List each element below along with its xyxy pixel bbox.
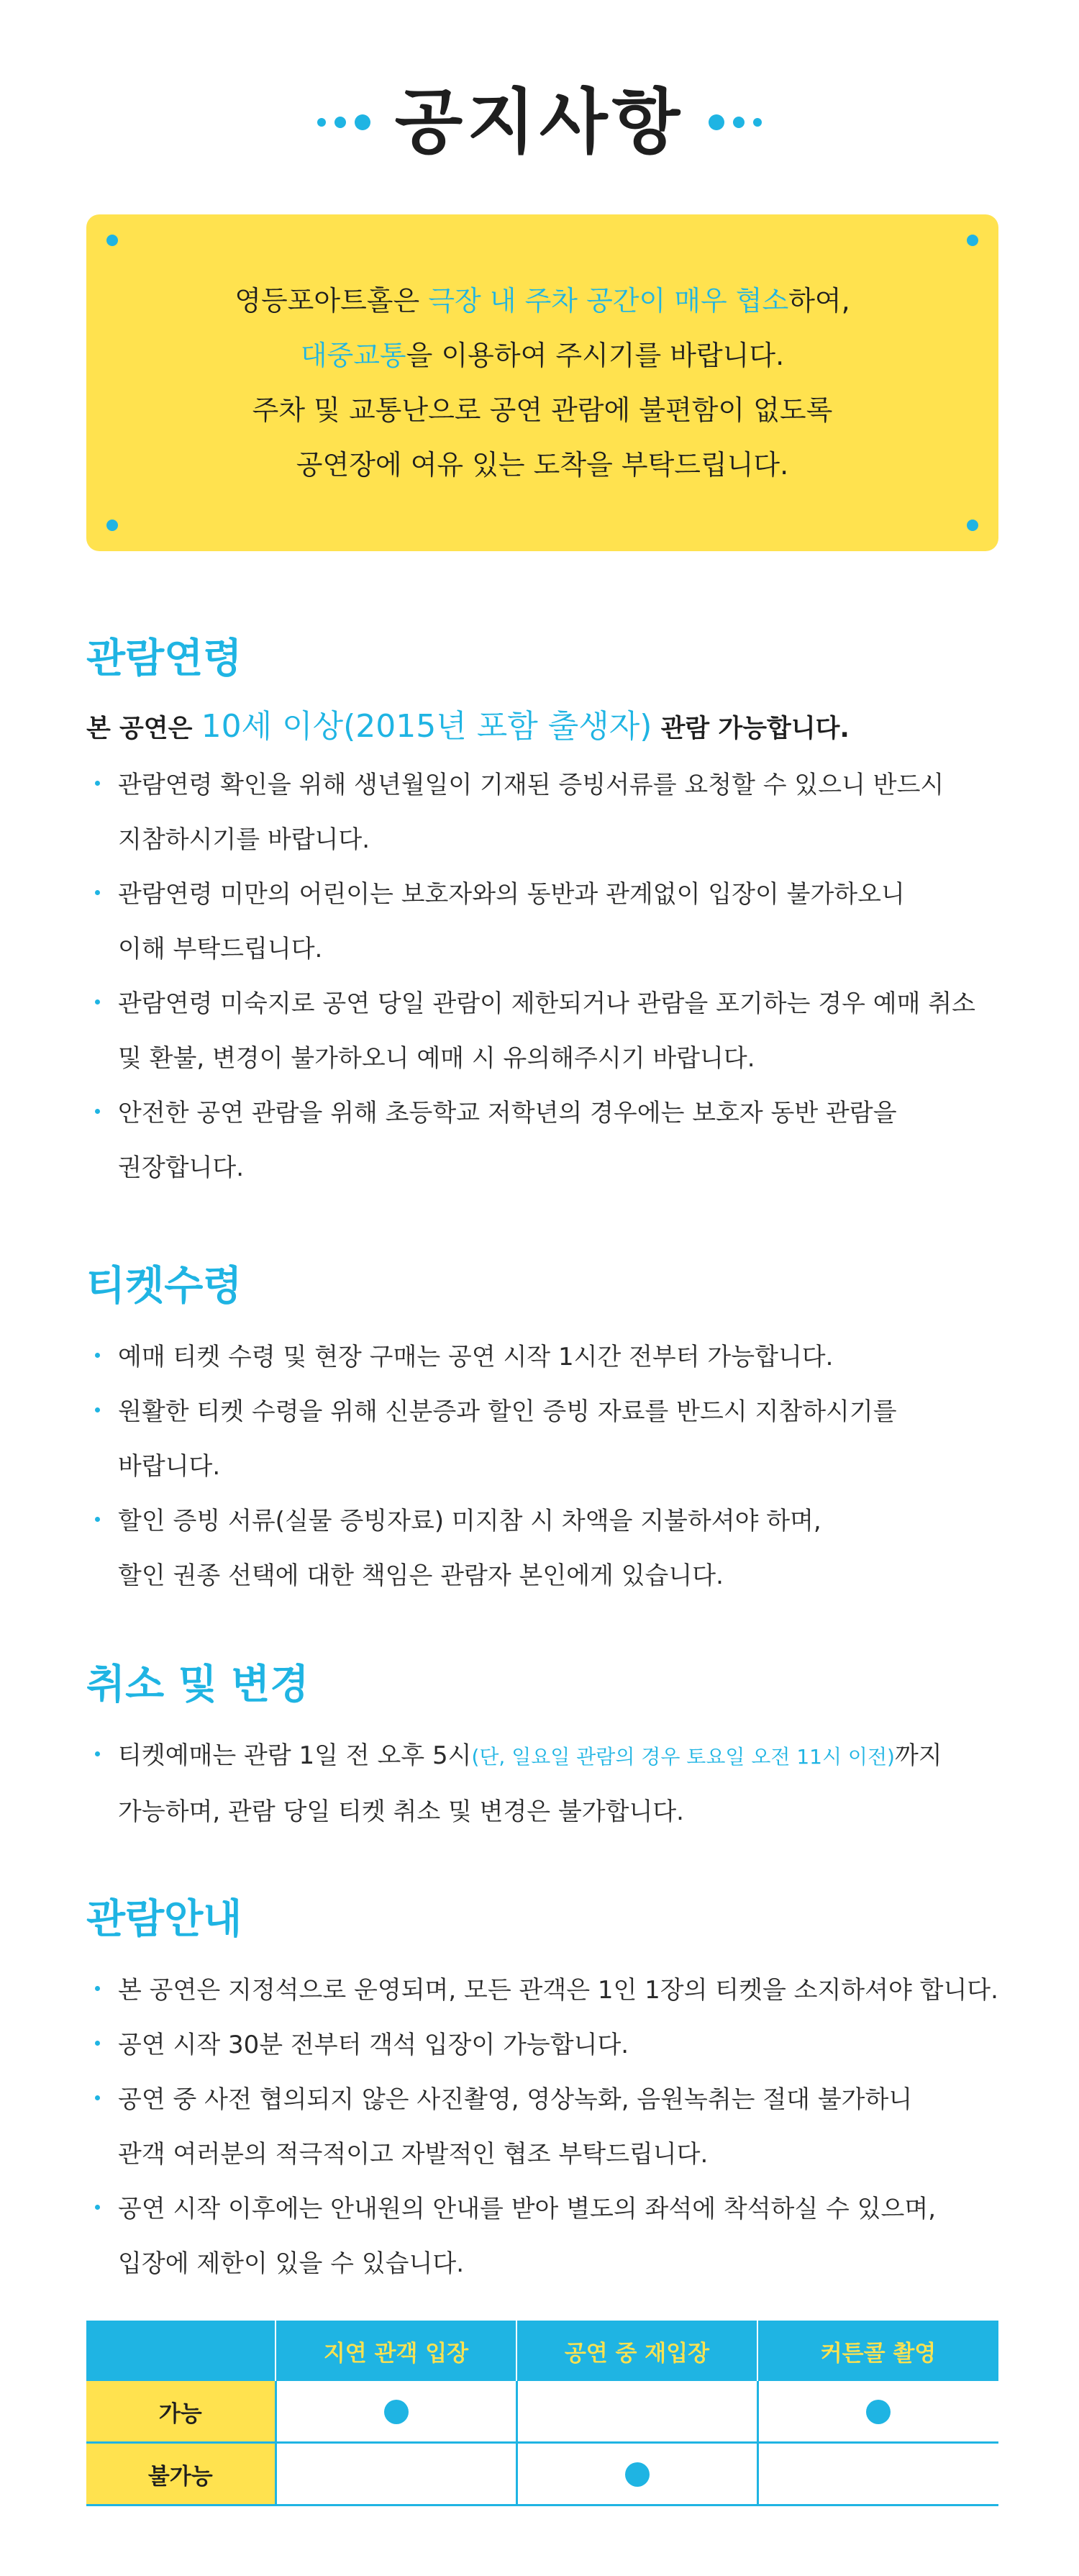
- section-heading-age: 관람연령: [86, 635, 242, 682]
- notice-box: [86, 214, 998, 551]
- ticket-list: [86, 1330, 1007, 1603]
- notice-line-4: 공연장에 여유 있는 도착을 부탁드립니다.: [296, 449, 789, 481]
- column-header: 지연 관객 입장: [276, 2321, 516, 2381]
- title-bar: [0, 72, 1079, 173]
- list-item: 원활한 티켓 수령을 위해 신분증과 할인 증빙 자료를 반드시 지참하시기를 바랍니다.: [86, 1384, 1007, 1494]
- table-row: [86, 2381, 998, 2443]
- table-cell: [757, 2443, 998, 2505]
- table-cell: [516, 2443, 757, 2505]
- dot-icon: [753, 118, 762, 127]
- age-list: [86, 758, 1007, 1195]
- row-header: 불가능: [86, 2443, 276, 2505]
- list-item: 관람연령 미만의 어린이는 보호자와의 동반과 관계없이 입장이 불가하오니 이해 부탁드립니다.: [86, 867, 1007, 976]
- title-dots-right: [709, 114, 762, 130]
- table-cell: [757, 2381, 998, 2443]
- notice-line-3: 주차 및 교통난으로 공연 관람에 불편함이 없도록: [252, 394, 833, 426]
- dot-icon: [317, 118, 326, 127]
- column-header: 커튼콜 촬영: [757, 2321, 998, 2381]
- list-item: 티켓예매는 관람 1일 전 오후 5시(단, 일요일 관람의 경우 토요일 오전 11시 이전)까지 가능하며, 관람 당일 티켓 취소 및 변경은 불가합니다.: [86, 1728, 1007, 1839]
- table-header-row: [86, 2321, 998, 2381]
- table-cell: [276, 2381, 516, 2443]
- dot-icon: [355, 114, 370, 130]
- table-corner: [86, 2321, 276, 2381]
- list-item: 예매 티켓 수령 및 현장 구매는 공연 시작 1시간 전부터 가능합니다.: [86, 1330, 1007, 1384]
- table-cell: [276, 2443, 516, 2505]
- dot-icon: [334, 117, 346, 128]
- table-row: [86, 2443, 998, 2505]
- policy-table: [86, 2321, 998, 2506]
- dot-icon: [733, 117, 745, 128]
- corner-dot-icon: [106, 235, 118, 246]
- age-lead: 본 공연은 10세 이상(2015년 포함 출생자) 관람 가능합니다.: [86, 708, 850, 745]
- column-header: 공연 중 재입장: [516, 2321, 757, 2381]
- notice-line-1: 영등포아트홀은 극장 내 주차 공간이 매우 협소하여,: [235, 285, 850, 317]
- corner-dot-icon: [967, 235, 978, 246]
- list-item: 공연 중 사전 협의되지 않은 사진촬영, 영상녹화, 음원녹취는 절대 불가하니 관객 여러분의 적극적이고 자발적인 협조 부탁드립니다.: [86, 2072, 1007, 2182]
- title-dots-left: [317, 114, 370, 130]
- list-item: 공연 시작 30분 전부터 객석 입장이 가능합니다.: [86, 2018, 1007, 2072]
- section-heading-ticket: 티켓수령: [86, 1263, 242, 1310]
- available-dot-icon: [866, 2400, 891, 2424]
- corner-dot-icon: [106, 520, 118, 531]
- cancel-list: [86, 1728, 1007, 1839]
- guide-list: [86, 1963, 1007, 2291]
- available-dot-icon: [625, 2462, 650, 2487]
- corner-dot-icon: [967, 520, 978, 531]
- list-item: 안전한 공연 관람을 위해 초등학교 저학년의 경우에는 보호자 동반 관람을 권장합니다.: [86, 1086, 1007, 1195]
- cancel-note: (단, 일요일 관람의 경우 토요일 오전 11시 이전): [471, 1745, 895, 1769]
- list-item: 본 공연은 지정석으로 운영되며, 모든 관객은 1인 1장의 티켓을 소지하셔야 합니다.: [86, 1963, 1007, 2018]
- list-item: 관람연령 확인을 위해 생년월일이 기재된 증빙서류를 요청할 수 있으니 반드시 지참하시기를 바랍니다.: [86, 758, 1007, 867]
- available-dot-icon: [384, 2400, 409, 2424]
- list-item: 관람연령 미숙지로 공연 당일 관람이 제한되거나 관람을 포기하는 경우 예매 취소 및 환불, 변경이 불가하오니 예매 시 유의해주시기 바랍니다.: [86, 976, 1007, 1086]
- list-item: 공연 시작 이후에는 안내원의 안내를 받아 별도의 좌석에 착석하실 수 있으며, 입장에 제한이 있을 수 있습니다.: [86, 2182, 1007, 2291]
- notice-highlight: 대중교통: [300, 340, 406, 371]
- notice-highlight: 극장 내 주차 공간이 매우 협소: [428, 285, 789, 317]
- section-heading-guide: 관람안내: [86, 1896, 242, 1943]
- section-heading-cancel: 취소 및 변경: [86, 1661, 309, 1708]
- dot-icon: [709, 114, 724, 130]
- list-item: 할인 증빙 서류(실물 증빙자료) 미지참 시 차액을 지불하셔야 하며, 할인 권종 선택에 대한 책임은 관람자 본인에게 있습니다.: [86, 1494, 1007, 1603]
- page-title: 공지사항: [394, 81, 685, 163]
- age-highlight: 10세 이상(2015년 포함 출생자): [201, 708, 652, 745]
- notice-line-2: 대중교통을 이용하여 주시기를 바랍니다.: [300, 340, 785, 371]
- row-header: 가능: [86, 2381, 276, 2443]
- table-cell: [516, 2381, 757, 2443]
